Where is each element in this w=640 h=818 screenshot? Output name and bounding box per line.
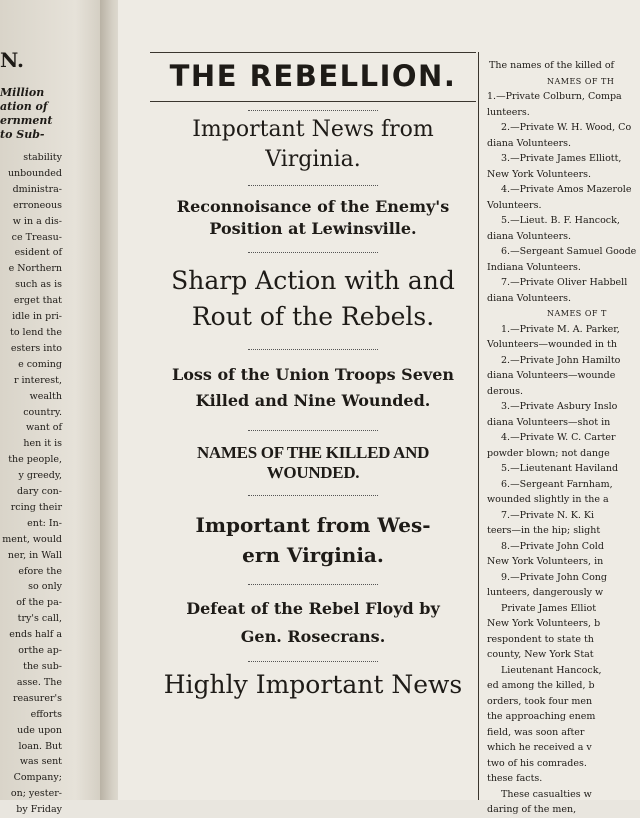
headline-line: Loss of the Union Troops Seven xyxy=(171,365,455,384)
left-fragment-line: erget that xyxy=(13,295,62,307)
headline-line: Defeat of the Rebel Floyd by xyxy=(186,599,440,618)
headline-defeat-floyd xyxy=(150,595,476,651)
left-fragment-line: ends half a xyxy=(9,629,62,641)
casualty-list-line: ed among the killed, b xyxy=(487,680,595,691)
left-fragment-line: the sub- xyxy=(23,661,62,672)
left-fragment-line: r interest, xyxy=(13,374,62,386)
casualty-list-line: Lieutenant Hancock, xyxy=(501,664,602,676)
left-fragment-line: hen it is xyxy=(23,438,62,450)
casualty-list-line: respondent to state th xyxy=(487,633,594,645)
casualty-list-line: NAMES OF T xyxy=(547,309,607,318)
casualty-list-line: county, New York Stat xyxy=(487,649,594,660)
left-fragment-subhead-line: ernment xyxy=(0,114,53,127)
column-rule xyxy=(478,52,479,800)
casualty-list-line: which he received a v xyxy=(487,742,592,753)
casualty-list-line: derous. xyxy=(487,385,523,397)
casualty-list-line: Volunteers. xyxy=(487,199,542,211)
casualty-list-line: 5.—Lieutenant Haviland xyxy=(501,463,619,474)
headline-line: Position at Lewinsville. xyxy=(209,219,417,238)
casualty-list-line: Indiana Volunteers. xyxy=(487,261,581,273)
right-column-casualty-list xyxy=(487,58,640,815)
left-fragment-line: stability xyxy=(23,152,62,163)
casualty-list-line: lunteers, dangerously w xyxy=(487,587,604,598)
headline-line: Gen. Rosecrans. xyxy=(240,627,386,646)
headline-line: Highly Important News xyxy=(163,670,463,699)
casualty-list-line: diana Volunteers—wounde xyxy=(487,370,616,381)
casualty-list-line: 2.—Private John Hamilto xyxy=(501,354,621,366)
headline-names-killed-wounded xyxy=(150,443,476,483)
left-fragment-line: by Friday xyxy=(16,804,62,816)
headline-line: Important from Wes- xyxy=(195,513,431,537)
headline-reconnoisance xyxy=(150,196,476,240)
left-fragment-line: of the pa- xyxy=(16,597,62,609)
headline-highly-important xyxy=(150,670,476,700)
headline-line: Virginia. xyxy=(265,147,361,172)
left-fragment-subhead xyxy=(0,86,62,142)
left-fragment-line: erroneous xyxy=(13,199,62,211)
casualty-list-line: New York Volunteers, b xyxy=(487,618,601,629)
left-fragment-line: ce Treasu- xyxy=(11,231,62,243)
headline-line: Important News from xyxy=(192,117,434,142)
casualty-list-line: daring of the men, xyxy=(487,804,577,815)
casualty-list-line: 6.—Sergeant Samuel Goode xyxy=(501,246,637,257)
left-fragment-line: y greedy, xyxy=(18,470,62,482)
headline-line: Killed and Nine Wounded. xyxy=(195,391,431,410)
casualty-list-line: New York Volunteers, in xyxy=(487,556,604,567)
casualty-list-line: teers—in the hip; slight xyxy=(487,525,601,536)
left-fragment-line: on; yester- xyxy=(10,788,62,800)
left-fragment-line: esident of xyxy=(14,247,62,259)
left-page-fragment xyxy=(0,0,108,816)
headline-loss-union-troops xyxy=(150,362,476,414)
casualty-list-line: diana Volunteers. xyxy=(487,137,572,149)
left-fragment-line: dministra- xyxy=(12,183,62,195)
casualty-list-line: 5.—Lieut. B. F. Hancock, xyxy=(501,215,620,226)
left-fragment-line: wealth xyxy=(29,390,62,402)
casualty-list-line: these facts. xyxy=(487,773,543,784)
casualty-list-line: Volunteers—wounded in th xyxy=(487,339,617,350)
left-fragment-line: ude upon xyxy=(17,724,62,736)
left-fragment-line: try's call, xyxy=(17,613,62,625)
left-fragment-line: ent: In- xyxy=(27,517,62,529)
headline-line: Sharp Action with and xyxy=(171,266,455,295)
casualty-list-line: lunteers. xyxy=(487,106,530,118)
center-column xyxy=(150,52,476,700)
casualty-list-line: 6.—Sergeant Farnham, xyxy=(501,478,613,490)
left-fragment-line: dary con- xyxy=(16,486,62,498)
left-fragment-line: w in a dis- xyxy=(12,215,62,227)
casualty-list-line: diana Volunteers. xyxy=(487,230,572,242)
headline-western-virginia xyxy=(150,510,476,570)
casualty-list-line: 3.—Private Asbury Inslo xyxy=(501,401,618,412)
headline-line: Rout of the Rebels. xyxy=(191,302,435,331)
casualty-list-line: 1.—Private M. A. Parker, xyxy=(501,323,620,335)
casualty-list-line: field, was soon after xyxy=(487,726,585,738)
left-fragment-body xyxy=(0,150,62,818)
casualty-list-line: diana Volunteers—shot in xyxy=(487,416,611,428)
left-fragment-line: rcing their xyxy=(10,501,62,513)
left-fragment-line: reasurer's xyxy=(12,692,62,704)
casualty-list-line: 4.—Private Amos Mazerole xyxy=(501,184,632,195)
left-fragment-line: e Northern xyxy=(8,263,62,275)
left-fragment-subhead-line: to Sub- xyxy=(0,128,45,141)
casualty-list-line: These casualties w xyxy=(501,788,592,800)
casualty-list-line: 9.—Private John Cong xyxy=(501,571,607,583)
casualty-list-line: 4.—Private W. C. Carter xyxy=(501,432,616,443)
left-fragment-line: ment, would xyxy=(2,533,62,545)
left-fragment-line: efore the xyxy=(18,565,62,577)
left-fragment-line: orthe ap- xyxy=(18,645,62,657)
left-fragment-line: ner, in Wall xyxy=(7,549,62,561)
left-fragment-line: idle in pri- xyxy=(12,311,62,323)
left-fragment-line: was sent xyxy=(19,756,62,768)
casualty-list-line: NAMES OF TH xyxy=(547,76,615,86)
left-fragment-line: e coming xyxy=(18,358,62,370)
left-fragment-subhead-line: ation of xyxy=(0,100,48,113)
casualty-list-line: 3.—Private James Elliott, xyxy=(501,153,622,164)
left-fragment-line: loan. But xyxy=(18,740,62,752)
headline-sharp-action xyxy=(150,263,476,335)
left-fragment-line: asse. The xyxy=(16,676,62,688)
left-fragment-line: unbounded xyxy=(7,167,62,179)
left-fragment-line: country. xyxy=(23,406,62,418)
left-fragment-headline: N. xyxy=(0,48,24,72)
casualty-list-line: wounded slightly in the a xyxy=(487,494,609,505)
left-fragment-line: efforts xyxy=(30,708,62,720)
left-fragment-line: Company; xyxy=(13,772,62,784)
headline-line: NAMES OF THE KILLED AND WOUNDED. xyxy=(196,443,430,482)
casualty-list-line: two of his comrades. xyxy=(487,757,587,769)
casualty-list-line: 2.—Private W. H. Wood, Co xyxy=(501,122,632,133)
casualty-list-line: 1.—Private Colburn, Compa xyxy=(487,91,622,102)
left-fragment-line: esters into xyxy=(10,342,62,354)
casualty-list-line: the approaching enem xyxy=(487,711,596,722)
left-fragment-subhead-line: Million xyxy=(0,86,45,99)
casualty-list-line: 8.—Private John Cold xyxy=(501,540,604,552)
casualty-list-line: The names of the killed of xyxy=(489,60,615,71)
casualty-list-line: 7.—Private N. K. Ki xyxy=(501,509,595,521)
left-fragment-line: such as is xyxy=(15,279,62,291)
page-title: THE REBELLION. xyxy=(169,59,457,93)
casualty-list-line: powder blown; not dange xyxy=(487,447,610,459)
left-fragment-line: the people, xyxy=(8,454,62,466)
left-fragment-line: to lend the xyxy=(10,326,62,338)
left-fragment-line: so only xyxy=(28,581,62,593)
headline-important-news-virginia xyxy=(150,115,476,175)
casualty-list-line: orders, took four men xyxy=(487,695,593,707)
casualty-list-line: Private James Elliot xyxy=(501,602,597,614)
casualty-list-line: New York Volunteers. xyxy=(487,168,592,180)
casualty-list-line: diana Volunteers. xyxy=(487,292,572,304)
casualty-list-line: 7.—Private Oliver Habbell xyxy=(501,277,628,288)
left-fragment-line: want of xyxy=(26,422,62,434)
headline-line: ern Virginia. xyxy=(242,543,384,567)
headline-line: Reconnoisance of the Enemy's xyxy=(176,197,450,216)
